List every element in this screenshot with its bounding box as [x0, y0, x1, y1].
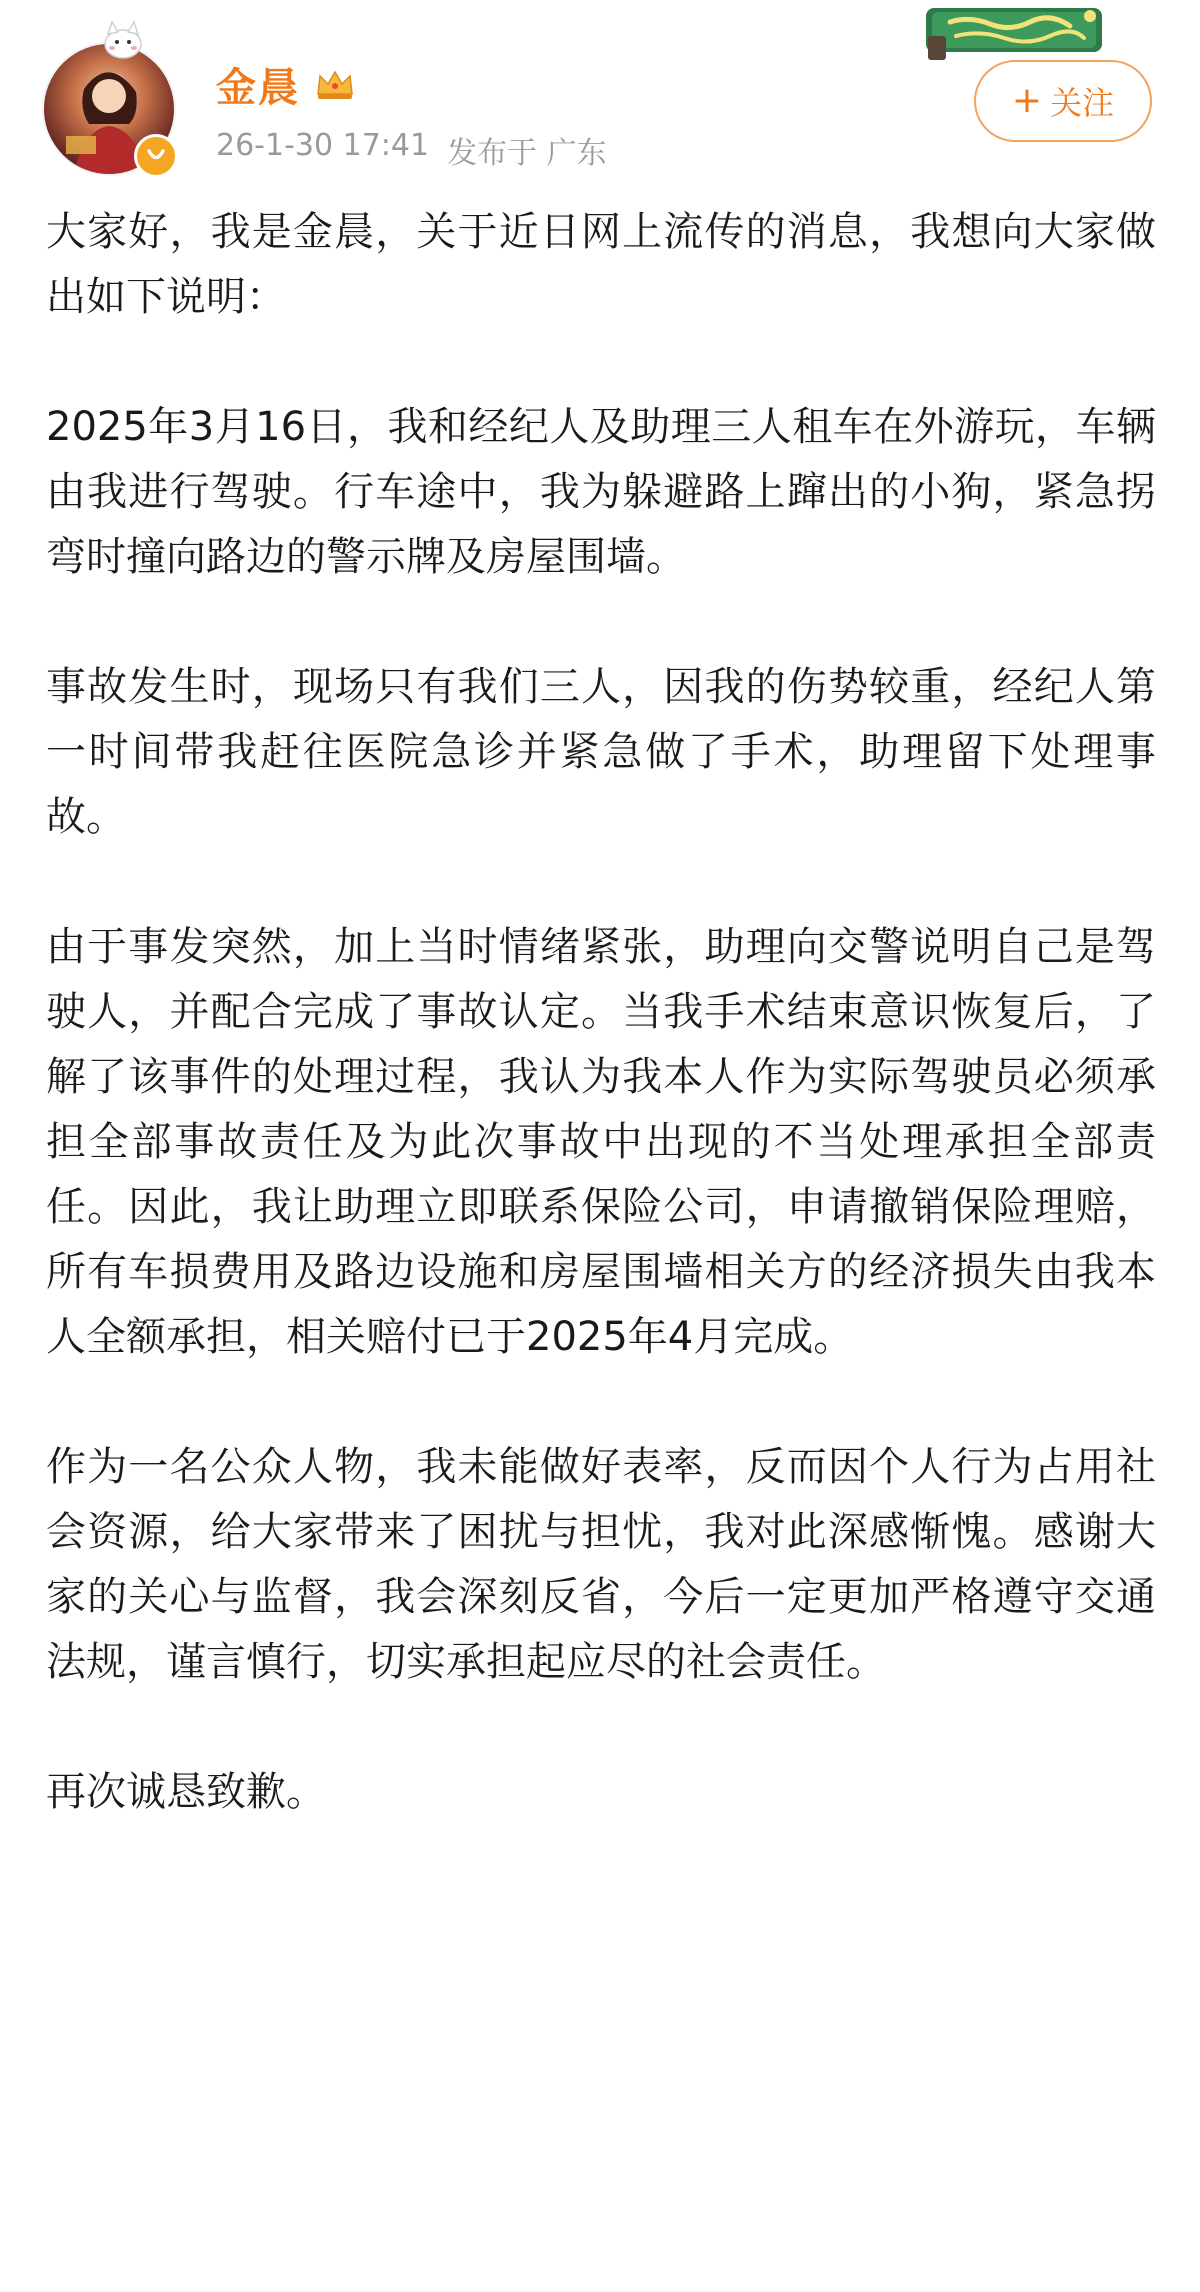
author-row	[216, 56, 356, 113]
post-header	[0, 0, 1200, 190]
verified-badge-icon	[134, 134, 178, 178]
post-time: 26-1-30 17:41	[216, 128, 430, 163]
follow-label: 关注	[1050, 84, 1115, 122]
author-name[interactable]: 金晨	[216, 65, 300, 111]
avatar[interactable]	[42, 42, 176, 176]
post-meta	[216, 128, 607, 172]
post-paragraph: 2025年3月16日，我和经纪人及助理三人租车在外游玩，车辆由我进行驾驶。行车途中，我为躲避路上蹿出的小狗，紧急拐弯时撞向路边的警示牌及房屋围墙。	[46, 404, 1156, 580]
post-paragraph: 大家好，我是金晨，关于近日网上流传的消息，我想向大家做出如下说明：	[46, 209, 1156, 320]
post-paragraph: 作为一名公众人物，我未能做好表率，反而因个人行为占用社会资源，给大家带来了困扰与担忧，我对此深感惭愧。感谢大家的关心与监督，我会深刻反省，今后一定更加严格遵守交通法规，谨言慎行，切实承担起应尽的社会责任。	[46, 1444, 1156, 1685]
cat-sticker-icon	[100, 20, 146, 60]
post-paragraph: 由于事发突然，加上当时情绪紧张，助理向交警说明自己是驾驶人，并配合完成了事故认定。当我手术结束意识恢复后，了解了该事件的处理过程，我认为我本人作为实际驾驶员必须承担全部事故责任及为此次事故中出现的不当处理承担全部责任。因此，我让助理立即联系保险公司，申请撤销保险理赔，所有车损费用及路边设施和房屋围墙相关方的经济损失由我本人全额承担，相关赔付已于2025年4月完成。	[46, 924, 1156, 1360]
post-paragraph: 事故发生时，现场只有我们三人，因我的伤势较重，经纪人第一时间带我赶往医院急诊并紧急做了手术，助理留下处理事故。	[46, 664, 1156, 840]
follow-button[interactable]	[974, 60, 1152, 142]
post-paragraph: 再次诚恳致歉。	[46, 1769, 326, 1815]
post-location: 发布于 广东	[447, 136, 607, 171]
decorative-banner-icon	[920, 2, 1108, 64]
plus-icon: +	[1011, 80, 1043, 121]
crown-icon	[314, 68, 356, 102]
post-content	[46, 200, 1156, 1890]
